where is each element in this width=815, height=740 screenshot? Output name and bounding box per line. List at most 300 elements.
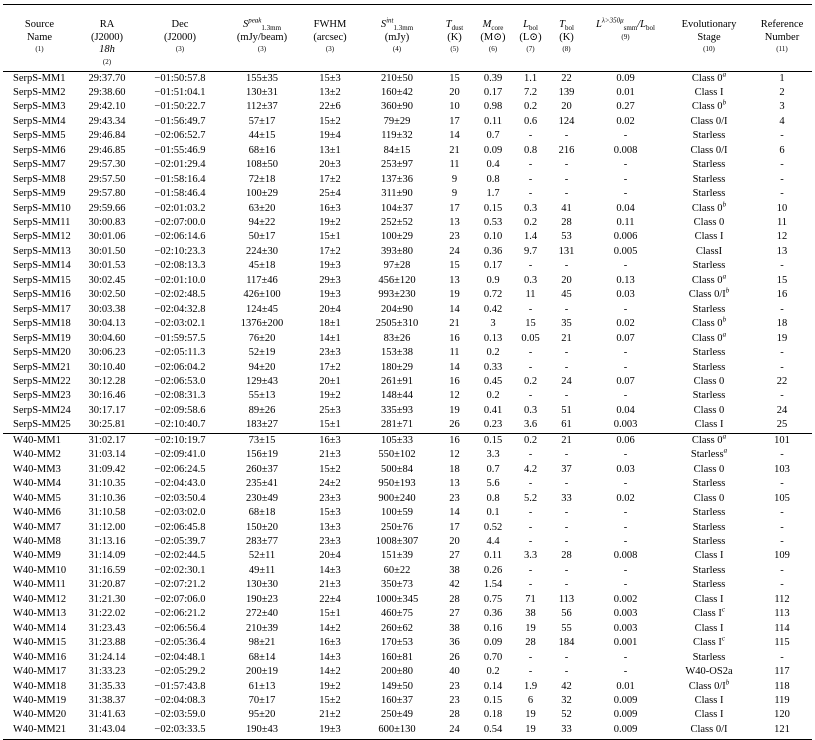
table-cell: −02:04:32.8	[154, 303, 206, 315]
column-header	[138, 5, 222, 67]
table-cell: 27	[449, 550, 460, 562]
table-cell: 0.45	[483, 376, 503, 388]
header-symbol-letter: L	[596, 19, 602, 30]
header-subscript: bol	[564, 24, 574, 33]
table-cell: 21±2	[319, 709, 341, 721]
table-cell: 1.4	[523, 231, 538, 243]
table-cell: 31:33.23	[88, 666, 126, 678]
table-cell: 9	[451, 173, 458, 185]
table-cell: SerpS-MM5	[13, 130, 66, 142]
table-cell: 23	[449, 492, 460, 504]
table-cell: 19±3	[319, 289, 341, 301]
header-column-number: (11)	[776, 45, 788, 53]
stage-label: Class I	[694, 550, 724, 562]
table-cell: 12	[776, 231, 788, 243]
table-cell: −01:55:46.9	[154, 144, 206, 156]
table-cell: −02:03:02.0	[154, 507, 206, 519]
table-cell: 0.26	[483, 564, 503, 576]
table-cell	[666, 636, 752, 650]
table-cell: -	[564, 303, 569, 315]
table-cell: 0.14	[483, 680, 503, 692]
header-subscript: core	[491, 24, 504, 33]
table-row	[3, 506, 812, 520]
table-cell: 137±36	[380, 173, 413, 185]
table-header	[3, 5, 812, 72]
table-cell: −02:07:06.0	[154, 593, 206, 605]
table-cell: 0.41	[483, 404, 503, 416]
stage-label: Class 0	[691, 274, 723, 286]
table-cell: 0.27	[616, 101, 635, 113]
table-cell: 216	[558, 144, 575, 156]
table-cell: 108±50	[245, 159, 278, 171]
table-cell: 31:10.35	[88, 478, 126, 490]
table-cell: 3.6	[523, 419, 538, 431]
stage-label: Class 0	[691, 318, 723, 330]
table-cell: -	[564, 260, 569, 272]
table-cell: 250±76	[380, 521, 413, 533]
table-cell: 200±19	[245, 666, 278, 678]
table-row	[3, 158, 812, 172]
column-header	[358, 5, 436, 67]
table-cell	[666, 288, 752, 302]
table-cell: 1008±307	[375, 536, 419, 547]
table-cell	[666, 723, 752, 737]
stage-note: c	[721, 634, 725, 643]
table-cell: 149±50	[380, 680, 413, 692]
table-cell: 350±73	[380, 579, 413, 591]
table-cell: 19±2	[319, 390, 341, 402]
header-symbol-letter: L	[523, 19, 529, 30]
table-cell: 28	[561, 550, 572, 562]
table-cell: 11	[449, 347, 460, 359]
table-cell: 272±40	[245, 608, 278, 620]
stage-label: Starless	[692, 159, 726, 171]
table-cell: 14±3	[319, 564, 341, 576]
table-row	[3, 723, 812, 737]
table-cell: W40-MM1	[3, 433, 76, 448]
header-column-number: (3)	[325, 45, 335, 53]
table-cell: -	[780, 536, 784, 547]
table-cell	[666, 230, 752, 244]
table-cell: 0.36	[483, 608, 503, 620]
table-cell: 55±13	[248, 390, 276, 402]
stage-label: Starless	[692, 579, 726, 591]
table-cell: 1.1	[523, 72, 538, 84]
table-cell	[666, 694, 752, 708]
table-cell: 0.009	[613, 709, 638, 721]
table-cell: 14±3	[319, 651, 341, 663]
table-cell	[666, 418, 752, 433]
table-cell: 41	[561, 202, 572, 214]
stage-label: Class I	[693, 608, 722, 620]
table-row	[3, 288, 812, 302]
table-cell: 0.02	[616, 318, 635, 330]
table-cell: 68±16	[248, 144, 276, 156]
table-cell: 30:04.60	[88, 332, 126, 344]
table-cell	[666, 361, 752, 375]
table-cell: 0.003	[613, 608, 638, 620]
header-line-2: (mJy/beam)	[236, 31, 288, 43]
table-cell: 29:38.60	[88, 86, 126, 98]
stage-label: Class 0/I	[688, 680, 726, 692]
table-cell: 0.07	[616, 332, 635, 344]
table-cell: 30:02.45	[88, 274, 126, 286]
table-cell: -	[623, 536, 628, 547]
table-cell: 0.09	[616, 72, 635, 84]
table-cell: 109	[774, 550, 790, 562]
table-cell: 0.006	[613, 231, 638, 243]
table-cell: 130±31	[245, 86, 278, 98]
table-row	[3, 245, 812, 259]
stage-label: Starless	[692, 521, 726, 533]
table-cell: 27	[449, 608, 460, 620]
column-header	[76, 5, 138, 67]
table-cell: −02:03:33.5	[154, 723, 206, 735]
table-cell: 52	[561, 709, 572, 721]
table-cell: 100±59	[380, 507, 413, 519]
table-cell: 16±3	[319, 202, 341, 214]
table-cell: 260±37	[245, 463, 278, 475]
header-superscript: int	[386, 16, 394, 25]
table-cell: 40	[449, 666, 460, 678]
table-cell: −02:04:48.1	[154, 651, 206, 663]
table-row	[3, 636, 812, 650]
table-cell: 29:42.10	[88, 101, 126, 113]
table-cell: 19	[525, 622, 536, 634]
header-symbol-letter: S	[242, 19, 249, 30]
table-cell: −02:10:19.7	[138, 433, 222, 448]
column-header	[222, 5, 302, 67]
table-cell: -	[623, 449, 628, 461]
table-cell	[666, 622, 752, 636]
table-cell: 14	[449, 361, 460, 373]
stage-label: Class I	[694, 419, 724, 431]
stage-note: a	[722, 432, 727, 441]
table-cell: -	[564, 478, 569, 490]
table-cell: 130±30	[245, 579, 278, 591]
header-subscript: 1.3mm	[393, 24, 414, 33]
table-cell: 183±27	[245, 419, 278, 431]
stage-label: Class 0/I	[690, 723, 728, 735]
table-cell: 0.1	[486, 507, 500, 519]
table-row	[3, 622, 812, 636]
stage-label: Class 0	[691, 202, 723, 214]
table-cell	[666, 448, 752, 462]
table-cell: 0.11	[484, 550, 502, 562]
table-cell: -	[564, 347, 569, 359]
table-cell: 84±15	[383, 144, 411, 156]
column-header	[473, 5, 513, 67]
table-cell: 5.6	[486, 478, 500, 490]
stage-note: c	[721, 605, 725, 614]
table-cell: 76±20	[248, 332, 276, 344]
table-cell: 0.2	[486, 666, 500, 678]
table-cell: −02:02:48.5	[154, 289, 206, 301]
table-cell: −02:08:31.3	[154, 390, 206, 402]
table-cell: 94±22	[248, 217, 276, 229]
table-cell: 0.75	[483, 593, 503, 605]
table-cell: 31:23.43	[88, 622, 126, 634]
table-cell: SerpS-MM14	[13, 260, 71, 272]
table-row	[3, 492, 812, 506]
table-cell: −02:05:39.7	[154, 536, 206, 547]
table-cell: 21	[449, 318, 460, 330]
stage-label: Starless	[692, 564, 726, 576]
stage-note: b	[725, 678, 730, 687]
table-cell: 0.23	[483, 419, 503, 431]
table-cell: 0.09	[483, 637, 503, 649]
table-cell: 20±1	[319, 376, 341, 388]
table-cell: 124±45	[245, 303, 278, 315]
table-cell: 50±17	[248, 231, 276, 243]
stage-label: Class I	[693, 637, 722, 649]
table-cell: 0.10	[483, 231, 503, 243]
table-cell: 0.003	[613, 622, 638, 634]
table-cell: 184	[558, 637, 575, 649]
table-cell: 10	[449, 101, 460, 113]
table-row	[3, 463, 812, 477]
table-cell: 23	[449, 680, 460, 692]
table-cell: SerpS-MM6	[13, 144, 66, 156]
table-cell: 0.2	[523, 376, 538, 388]
table-cell: 19	[449, 289, 460, 301]
table-row	[3, 187, 812, 201]
table-cell: 31:35.33	[88, 680, 126, 692]
table-cell: -	[623, 390, 628, 402]
table-cell: 9	[451, 188, 458, 200]
table-cell: 25±3	[319, 404, 341, 416]
table-cell: 44±15	[248, 130, 276, 142]
table-cell: W40-MM19	[13, 694, 67, 706]
table-cell: -	[528, 449, 533, 461]
table-cell: -	[780, 521, 784, 533]
header-symbol	[473, 19, 513, 32]
table-cell: -	[780, 579, 784, 591]
table-cell: 29:46.84	[88, 130, 126, 142]
table-cell: 13	[449, 217, 460, 229]
table-cell: -	[780, 507, 784, 519]
table-cell: 0.03	[616, 289, 635, 301]
stage-label: Class I	[694, 231, 724, 243]
stage-label: Class 0/I	[690, 144, 728, 156]
table-cell: 26	[449, 419, 460, 431]
table-cell: 121	[774, 723, 790, 735]
table-cell	[666, 115, 752, 129]
table-cell: -	[528, 130, 533, 142]
column-header	[666, 5, 752, 67]
table-cell: 30:16.46	[88, 390, 126, 402]
table-cell: 103	[774, 463, 790, 475]
header-column-number: (9)	[621, 32, 630, 41]
table-cell: 28	[449, 709, 460, 721]
table-cell: −02:02:44.5	[154, 550, 206, 562]
table-cell: 7.2	[523, 86, 538, 98]
table-cell: 31:22.02	[88, 608, 126, 620]
table-cell: 15±2	[319, 694, 341, 706]
table-cell: 19±2	[319, 680, 341, 692]
table-cell: 281±71	[380, 419, 413, 431]
header-column-number: (8)	[562, 45, 571, 53]
header-line-1: Source	[24, 19, 55, 30]
table-cell: -	[528, 188, 533, 200]
table-cell: 10	[776, 202, 788, 214]
header-column-number: (4)	[392, 45, 402, 53]
table-cell: -	[528, 536, 533, 547]
table-row	[3, 448, 812, 462]
table-cell: SerpS-MM15	[13, 274, 71, 286]
table-cell: W40-MM4	[13, 478, 61, 490]
table-cell: -	[528, 478, 533, 490]
table-cell: -	[564, 651, 569, 663]
table-cell	[666, 158, 752, 172]
table-cell: 253±97	[380, 159, 413, 171]
table-cell: 180±29	[380, 361, 413, 373]
header-line-1: Reference	[760, 19, 804, 30]
table-cell: 0.11	[484, 115, 502, 127]
table-cell: -	[528, 361, 533, 373]
table-cell: 18	[776, 318, 788, 330]
table-cell: 4.4	[486, 536, 500, 547]
table-cell: 21	[548, 433, 585, 448]
table-cell: 29:43.34	[88, 115, 126, 127]
table-cell: 31:20.87	[88, 579, 126, 591]
table-row	[3, 680, 812, 694]
table-cell	[666, 317, 752, 331]
table-cell: 19±2	[319, 217, 341, 229]
table-cell: 13±1	[319, 144, 341, 156]
table-cell: 42	[561, 680, 572, 692]
table-cell: 117	[774, 666, 790, 678]
table-cell: 32	[561, 694, 572, 706]
table-row	[3, 593, 812, 607]
table-cell: 190±43	[245, 723, 278, 735]
table-cell: 0.04	[616, 202, 635, 214]
table-cell: 0.17	[483, 86, 503, 98]
table-cell: 155±35	[245, 72, 278, 84]
table-cell: 0.03	[616, 463, 635, 475]
table-cell: 36	[449, 637, 460, 649]
table-cell: −02:03:02.1	[154, 318, 206, 330]
table-cell: W40-MM6	[13, 507, 61, 519]
table-cell: 6	[779, 144, 785, 156]
table-cell: 0.02	[616, 492, 635, 504]
table-cell: W40-MM8	[13, 536, 61, 547]
table-cell: 52±11	[248, 550, 276, 562]
stage-label: Class 0	[691, 434, 723, 446]
stage-note: a	[722, 330, 727, 339]
table-cell: 224±30	[245, 245, 278, 257]
stage-note: a	[723, 446, 728, 455]
table-cell: -	[528, 579, 533, 591]
header-symbol-letter: T	[445, 19, 452, 30]
table-cell: 30:10.40	[88, 361, 126, 373]
table-cell	[666, 477, 752, 491]
table-cell: 100±29	[380, 231, 413, 243]
table-row	[3, 549, 812, 563]
table-cell: 13±3	[319, 521, 341, 533]
table-cell: -	[623, 579, 628, 591]
table-cell: 0.98	[483, 101, 503, 113]
table-cell: -	[780, 651, 784, 663]
table-cell	[666, 245, 752, 259]
table-cell: 139	[558, 86, 575, 98]
table-cell: 17±2	[319, 173, 341, 185]
table-cell: SerpS-MM24	[13, 404, 71, 416]
stage-label: Starless	[692, 260, 726, 272]
table-cell: 105±33	[358, 433, 436, 448]
table-row	[3, 303, 812, 317]
table-cell: 30:01.53	[88, 260, 126, 272]
table-cell: SerpS-MM25	[13, 419, 71, 431]
table-cell: -	[528, 347, 533, 359]
table-cell: 15±1	[319, 419, 341, 431]
table-cell: -	[528, 666, 533, 678]
table-cell: W40-MM12	[13, 593, 67, 605]
table-cell: 17	[449, 521, 460, 533]
table-cell: -	[780, 188, 784, 200]
table-cell: 24	[449, 245, 460, 257]
stage-label: Class I	[694, 694, 724, 706]
table-cell: 28	[525, 637, 536, 649]
table-cell: -	[528, 521, 533, 533]
table-cell: -	[780, 303, 784, 315]
table-cell: 22	[561, 72, 572, 84]
table-cell: 31:12.00	[88, 521, 126, 533]
table-cell	[666, 144, 752, 158]
table-cell: 112	[774, 593, 790, 605]
table-cell: 15±1	[319, 608, 341, 620]
stage-note: b	[722, 200, 727, 209]
table-cell: -	[623, 173, 628, 185]
table-cell: 31:10.58	[88, 507, 126, 519]
header-line-2: (mJy)	[384, 31, 410, 43]
table-cell: 15	[525, 318, 536, 330]
table-cell: 38	[449, 622, 460, 634]
table-cell: -	[623, 521, 628, 533]
table-cell: −01:56:49.7	[154, 115, 206, 127]
table-cell: 100±29	[245, 188, 278, 200]
table-cell: 0.72	[483, 289, 503, 301]
table-cell: 30:04.13	[88, 318, 126, 330]
table-cell: 0.53	[483, 217, 503, 229]
table-cell	[666, 492, 752, 506]
table-cell: −02:06:04.2	[154, 361, 206, 373]
table-row	[3, 607, 812, 621]
table-cell	[666, 173, 752, 187]
table-cell: -	[564, 521, 569, 533]
table-cell: 19±4	[319, 130, 341, 142]
column-header	[302, 5, 358, 67]
table-cell: −02:07:00.0	[154, 217, 206, 229]
table-cell: 22	[776, 376, 788, 388]
table-cell: −02:03:50.4	[154, 492, 206, 504]
table-cell: 210±50	[380, 72, 413, 84]
stage-label: Class I	[694, 86, 724, 98]
table-cell: −02:01:10.0	[154, 274, 206, 286]
table-cell: 26	[449, 651, 460, 663]
table-cell: 311±90	[381, 188, 413, 200]
table-row	[3, 433, 812, 448]
table-cell: 60±22	[383, 564, 411, 576]
table-cell	[666, 216, 752, 230]
table-cell: −02:09:41.0	[154, 449, 206, 461]
table-cell: 42	[449, 579, 460, 591]
header-symbol-letter: M	[482, 19, 492, 30]
table-cell: 0.7	[486, 463, 500, 475]
table-cell: 2	[779, 86, 785, 98]
table-cell: 17±2	[319, 361, 341, 373]
table-cell: 97±28	[383, 260, 411, 272]
